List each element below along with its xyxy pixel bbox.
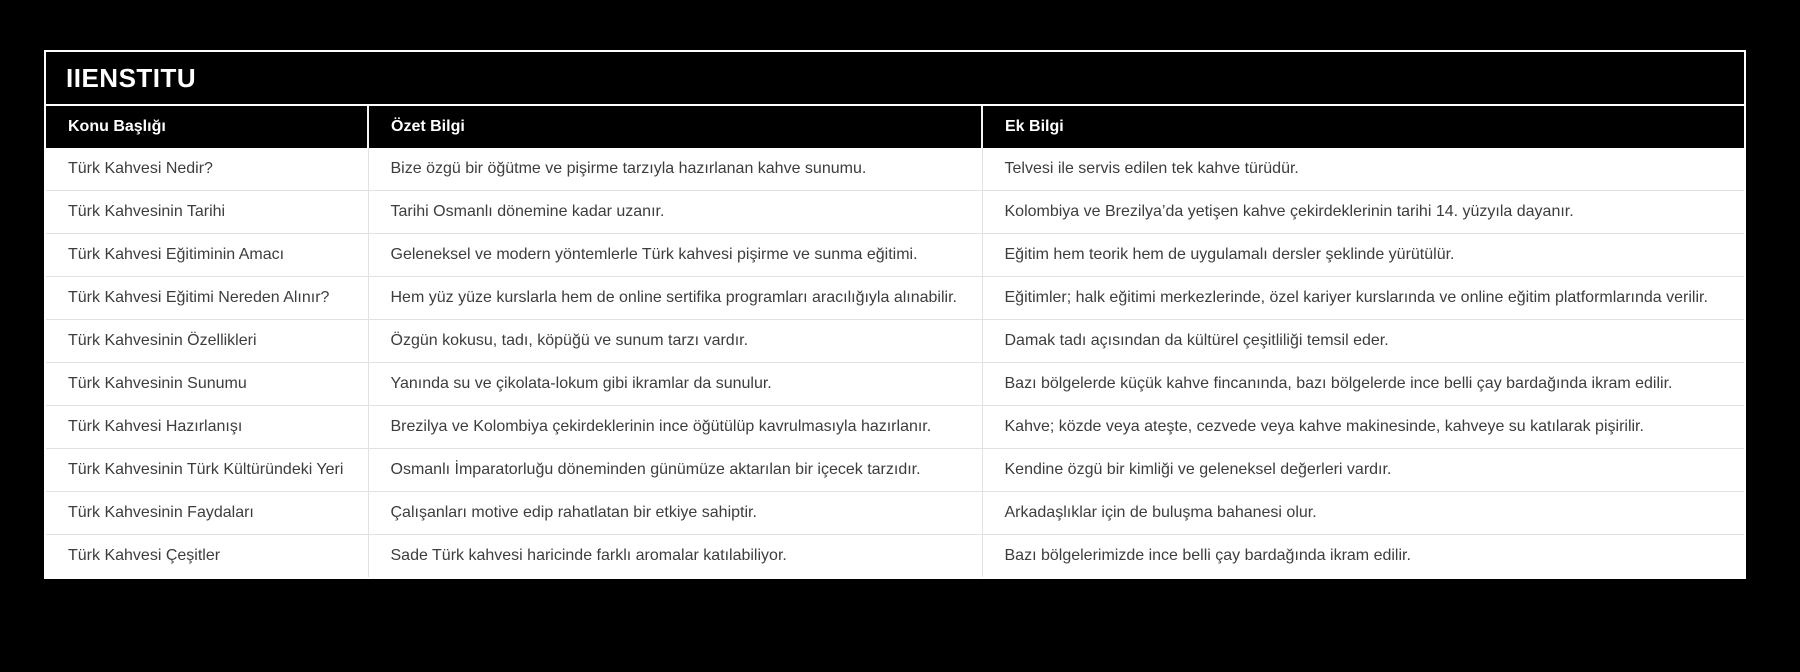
cell-ek: Eğitimler; halk eğitimi merkezlerinde, özel kariyer kurslarında ve online eğitim platformlarında verilir. bbox=[982, 277, 1744, 320]
column-header-ozet-bilgi: Özet Bilgi bbox=[368, 106, 982, 148]
table-row bbox=[46, 148, 1744, 191]
cell-ozet: Yanında su ve çikolata-lokum gibi ikramlar da sunulur. bbox=[368, 363, 982, 406]
cell-konu: Türk Kahvesinin Tarihi bbox=[46, 191, 368, 234]
cell-konu: Türk Kahvesi Nedir? bbox=[46, 148, 368, 191]
table-row bbox=[46, 449, 1744, 492]
column-header-konu-basligi: Konu Başlığı bbox=[46, 106, 368, 148]
table-header-row bbox=[46, 106, 1744, 148]
table-row bbox=[46, 277, 1744, 320]
cell-ek: Bazı bölgelerimizde ince belli çay bardağında ikram edilir. bbox=[982, 535, 1744, 578]
table-row bbox=[46, 234, 1744, 277]
cell-ek: Kolombiya ve Brezilya’da yetişen kahve çekirdeklerinin tarihi 14. yüzyıla dayanır. bbox=[982, 191, 1744, 234]
cell-ek: Bazı bölgelerde küçük kahve fincanında, bazı bölgelerde ince belli çay bardağında ikram edilir. bbox=[982, 363, 1744, 406]
table-row bbox=[46, 363, 1744, 406]
table-row bbox=[46, 191, 1744, 234]
column-header-ek-bilgi: Ek Bilgi bbox=[982, 106, 1744, 148]
iienstitu-table-panel bbox=[44, 50, 1746, 579]
cell-ozet: Özgün kokusu, tadı, köpüğü ve sunum tarzı vardır. bbox=[368, 320, 982, 363]
cell-konu: Türk Kahvesi Eğitiminin Amacı bbox=[46, 234, 368, 277]
table-row bbox=[46, 492, 1744, 535]
cell-ozet: Osmanlı İmparatorluğu döneminden günümüze aktarılan bir içecek tarzıdır. bbox=[368, 449, 982, 492]
cell-ozet: Tarihi Osmanlı dönemine kadar uzanır. bbox=[368, 191, 982, 234]
cell-konu: Türk Kahvesi Eğitimi Nereden Alınır? bbox=[46, 277, 368, 320]
cell-ek: Arkadaşlıklar için de buluşma bahanesi olur. bbox=[982, 492, 1744, 535]
brand-bar bbox=[46, 52, 1744, 106]
cell-konu: Türk Kahvesi Hazırlanışı bbox=[46, 406, 368, 449]
cell-ek: Kahve; közde veya ateşte, cezvede veya kahve makinesinde, kahveye su katılarak pişirilir. bbox=[982, 406, 1744, 449]
brand-logo-text: IIENSTITU bbox=[66, 62, 197, 93]
cell-konu: Türk Kahvesi Çeşitler bbox=[46, 535, 368, 578]
cell-ek: Kendine özgü bir kimliği ve geleneksel değerleri vardır. bbox=[982, 449, 1744, 492]
cell-ek: Eğitim hem teorik hem de uygulamalı dersler şeklinde yürütülür. bbox=[982, 234, 1744, 277]
cell-konu: Türk Kahvesinin Faydaları bbox=[46, 492, 368, 535]
cell-ek: Telvesi ile servis edilen tek kahve türüdür. bbox=[982, 148, 1744, 191]
table-row bbox=[46, 320, 1744, 363]
cell-konu: Türk Kahvesinin Sunumu bbox=[46, 363, 368, 406]
cell-ozet: Brezilya ve Kolombiya çekirdeklerinin ince öğütülüp kavrulmasıyla hazırlanır. bbox=[368, 406, 982, 449]
table-row bbox=[46, 535, 1744, 578]
table-row bbox=[46, 406, 1744, 449]
cell-konu: Türk Kahvesinin Türk Kültüründeki Yeri bbox=[46, 449, 368, 492]
cell-ozet: Hem yüz yüze kurslarla hem de online sertifika programları aracılığıyla alınabilir. bbox=[368, 277, 982, 320]
cell-ozet: Bize özgü bir öğütme ve pişirme tarzıyla hazırlanan kahve sunumu. bbox=[368, 148, 982, 191]
cell-ozet: Çalışanları motive edip rahatlatan bir etkiye sahiptir. bbox=[368, 492, 982, 535]
cell-ozet: Sade Türk kahvesi haricinde farklı aromalar katılabiliyor. bbox=[368, 535, 982, 578]
cell-ozet: Geleneksel ve modern yöntemlerle Türk kahvesi pişirme ve sunma eğitimi. bbox=[368, 234, 982, 277]
info-table bbox=[46, 106, 1744, 577]
cell-konu: Türk Kahvesinin Özellikleri bbox=[46, 320, 368, 363]
cell-ek: Damak tadı açısından da kültürel çeşitliliği temsil eder. bbox=[982, 320, 1744, 363]
